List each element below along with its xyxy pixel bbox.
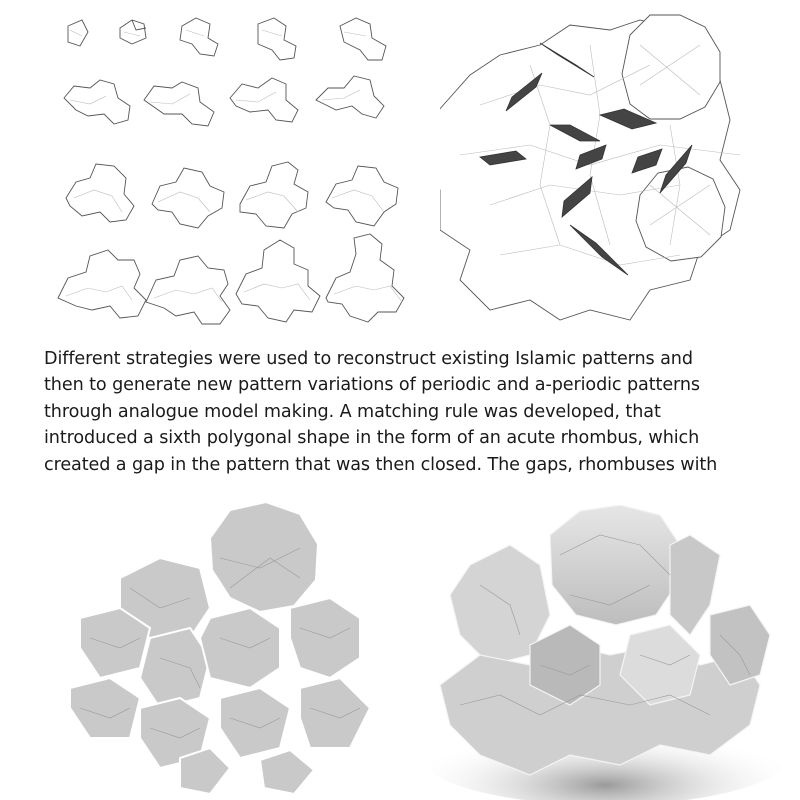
caption-line: through analogue model making. A matching rule was developed, that — [44, 401, 661, 422]
tile-cluster — [144, 82, 214, 126]
tiling-steps-grid — [40, 8, 410, 338]
tile-cluster — [120, 20, 146, 44]
flat-pattern-figure — [60, 498, 390, 798]
tile-cluster — [68, 20, 88, 46]
cluster-row-4 — [58, 234, 404, 324]
caption-line: created a gap in the pattern that was then closed. The gaps, rhombuses with — [44, 454, 718, 475]
decagon-piece — [210, 502, 318, 612]
rhombus-tiling-figure — [440, 5, 775, 335]
caption-line: introduced a sixth polygonal shape in the form of an acute rhombus, which — [44, 428, 700, 449]
cluster-row-2 — [64, 76, 384, 126]
caption-line: Different strategies were used to reconstruct existing Islamic patterns and — [44, 349, 693, 369]
tiling-outline — [440, 15, 740, 320]
tile-cluster — [258, 18, 296, 60]
cluster-row-3 — [66, 162, 398, 228]
folded-model — [440, 505, 770, 775]
decagon-top — [622, 15, 720, 119]
cluster-row-1 — [68, 18, 386, 60]
tile-cluster — [64, 80, 130, 124]
tile-cluster — [58, 250, 146, 318]
tile-cluster — [180, 18, 218, 56]
tile-cluster — [236, 240, 320, 322]
tile-cluster — [66, 164, 134, 222]
flat-pattern — [70, 502, 370, 794]
tile-cluster — [230, 78, 298, 122]
tile-cluster — [152, 168, 224, 228]
tile-cluster — [316, 76, 384, 118]
tile-cluster — [340, 18, 386, 60]
folded-model-figure — [420, 505, 790, 800]
tile-cluster — [326, 234, 404, 322]
tile-cluster — [146, 256, 230, 324]
tile-cluster — [240, 162, 308, 228]
body-text — [44, 346, 784, 478]
caption-line: then to generate new pattern variations of periodic and a-periodic patterns — [44, 375, 701, 396]
